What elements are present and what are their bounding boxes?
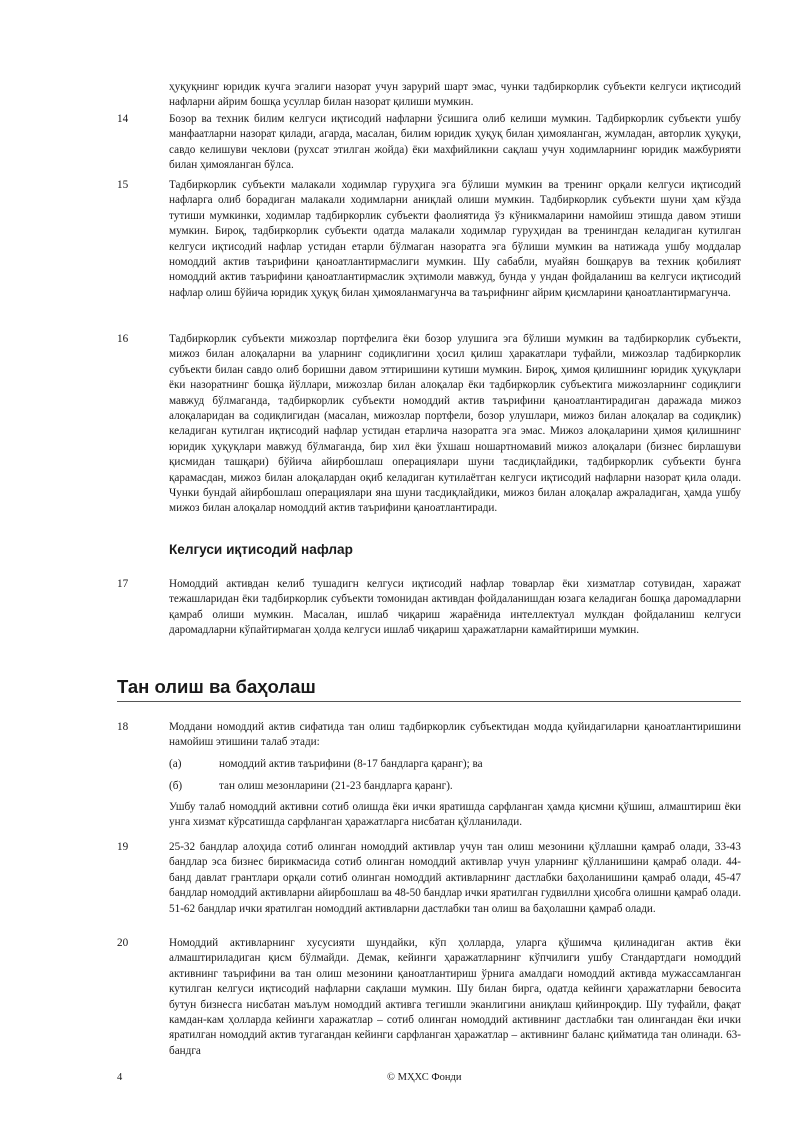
list-item-label: (б) xyxy=(169,780,183,792)
paragraph-text: Номоддий активдан келиб тушадигн келгуси иқтисодий нафлар товарлар ёки хизматлар сотувидан, харажат тежашларидан ёки тадбиркорлик субъекти томонидан активдан фойдаланишдан юзага келадиган бошқа даромадларни қамраб олиши мумкин. Масалан, ишлаб чиқариш жараёнида интеллектуал мулкдан фойдаланиш келгуси даромадларни кўпайтирмаган ҳолда келгуси ишлаб чиқариш ҳаражатларни камайтириши мумкин. xyxy=(169,578,741,637)
section-title: Тан олиш ва баҳолаш xyxy=(117,676,741,702)
paragraph-text: Тадбиркорлик субъекти малакали ходимлар гуруҳига эга бўлиши мумкин ва тренинг орқали келгуси иқтисодий нафларга олиб борадиган малакали ходимларни аниқлай олиши мумкин. Тадбиркорлик субъекти шуни ҳам кўзда тутиши мумкинки, ходимлар тадбиркорлик субъекти фаолиятида ўз кўникмаларини намойиш этишда давом этиши мумкин. Бироқ, тадбиркорлик субъекти одатда малакали ходимлар гуруҳидан ва тренингдан келадиган кутилган келгуси иқтисодий нафлар устидан етарли бўлмаган назоратга эга бўлиши мумкин ва натижада ушбу моддалар номоддий актив таърифини қаноатлантирмаслиги мумкин. Шу сабабли, муайян бошқарув ва техник қобилият номоддий актив таърифини қаноатлантирмаслик эҳтимоли мавжуд, бунда у ундан фойдаланиш ва келгуси иқтисодий нафлар олиш бўйича юридик ҳуқуқ билан ҳимояланмагунча ва таърифнинг айрим қисмларини қаноатлантирмагунча. xyxy=(169,179,741,299)
paragraph-text: 25-32 бандлар алоҳида сотиб олинган номоддий активлар учун тан олиш мезонини қўллашни қамраб олади, 33-43 бандлар эса бизнес бирикмасида сотиб олинган номоддий активлар учун уларнинг қўлланишини қамраб олади. 44-банд давлат грантлари орқали сотиб олинган номоддий активларнинг дастлабки баҳоланишини қамраб олади, 45-47 бандлар номоддий активларни айирбошлаш ва 48-50 бандлар ички яратилган гудвиллни ҳисобга олишни қамраб олади. 51-62 бандлар ички яратилган номоддий активларни дастлабки тан олиш ва баҳолашни қамраб олади. xyxy=(169,841,741,915)
list-item-label: (а) xyxy=(169,758,182,770)
paragraph-number: 19 xyxy=(117,841,129,853)
paragraph-number: 18 xyxy=(117,721,129,733)
paragraph-number: 14 xyxy=(117,113,129,125)
continuation-text: ҳуқуқнинг юридик кучга эгалиги назорат учун зарурий шарт эмас, чунки тадбиркорлик субъекти келгуси иқтисодий нафларни айрим бошқа усуллар билан назорат қилиши мумкин. xyxy=(169,81,741,109)
page-number: 4 xyxy=(117,1072,123,1083)
paragraph-number: 17 xyxy=(117,578,129,590)
paragraph-text: Тадбиркорлик субъекти мижозлар портфелига ёки бозор улушига эга бўлиши мумкин ва тадбиркорлик субъекти, мижоз билан алоқаларни ва уларнинг содиқлигини ҳосил қилиш ҳаракатлари туфайли, мижозлар тадбиркорлик субъекти билан савдо олиб боришни давом эттиришини кутиши мумкин. Бироқ, ҳимоя қилишнинг юридик ҳуқуқлари ёки назоратнинг бошқа йўллари, мижозлар билан алоқалар ёки тадбиркорлик субъектига мижозларнинг содиқлиги мавжуд бўлмаганда, тадбиркорлик субъекти номоддий актив таърифини қаноатлантирадиган даражада мижоз алоқаларидан ва содиқлигидан (масалан, мижозлар портфели, бозор улушлари, мижоз билан алоқалар ва содиқлик) келадиган кутилган иқтисодий нафлар устидан етарлича назоратга эга эмас. Мижоз алоқаларини ҳимоя қилишнинг юридик ҳуқуқлари мавжуд бўлмаганда, бир хил ёки ўхшаш ношартномавий мижоз алоқалари (бизнес бирлашуви қисмидан ташқари) бўйича айирбошлаш операциялари шуни тасдиқлайдики, тадбиркорлик субъекти бунга қарамасдан, мижоз билан алоқалардан оқиб келадиган кутилаётган келгуси иқтисодий нафларни назорат қила олади. Чунки бундай айирбошлаш операциялари яна шуни тасдиқлайдики, мижоз билан алоқалар ажраладиган, ҳамда ушбу мижоз билан алоқалар номоддий актив таърифини қаноатлантиради. xyxy=(169,333,741,515)
paragraph-text: Моддани номоддий актив сифатида тан олиш тадбиркорлик субъектидан модда қуйидагиларни қаноатлантиришини намойиш этишини талаб этади: xyxy=(169,721,741,749)
subheading: Келгуси иқтисодий нафлар xyxy=(169,542,353,557)
paragraph-text: Бозор ва техник билим келгуси иқтисодий нафларни ўсишига олиб келиши мумкин. Тадбиркорлик субъекти ушбу манфаатларни назорат қилади, агарда, масалан, билим юридик ҳуқуқ билан ҳимояланган, жумладан, авторлик ҳуқуқи, савдо келишуви чеклови (рухсат этилган жойда) ёки махфийликни сақлаш учун ходимларнинг юридик мажбурияти билан ҳимояланган бўлса. xyxy=(169,113,741,172)
paragraph-number: 15 xyxy=(117,179,129,191)
footer-copyright: © МҲХС Фонди xyxy=(387,1072,462,1083)
paragraph-text: Номоддий активларнинг хусусияти шундайки, кўп ҳолларда, уларга қўшимча қилинадиган актив ёки алмаштириладиган қисм бўлмайди. Демак, кейинги ҳаражатларнинг кўпчилиги ушбу Стандартдаги номоддий активнинг таърифини ва тан олиш мезонини қаноатлантириш ўрнига амалдаги номоддий активда мужассамланган кутилган келгуси иқтисодий нафларни сақлаши мумкин. Шу билан бирга, одатда кейинги ҳаражатларни бевосита бутун бизнесга нисбатан маълум номоддий активга тегишли эканлигини аниқлаш қийинроқдир. Шу туфайли, фақат камдан-кам ҳолларда кейинги харажатлар – сотиб олинган номоддий активнинг дастлабки тан олингандан ёки ички яратилган номоддий актив тугагандан кейинги сарфланган ҳаражатлар – активнинг баланс қийматида тан олинади. 63-бандга xyxy=(169,937,741,1057)
list-item-text: номоддий актив таърифини (8-17 бандларга қаранг); ва xyxy=(219,758,483,770)
list-item-text: тан олиш мезонларини (21-23 бандларга қаранг). xyxy=(219,780,453,792)
paragraph-number: 20 xyxy=(117,937,129,949)
paragraph-number: 16 xyxy=(117,333,129,345)
paragraph-18-after: Ушбу талаб номоддий активни сотиб олишда ёки ички яратишда сарфланган ҳамда қисмни қўшиш, алмаштириш ёки унга хизмат кўрсатишда сарфланган ҳаражатларга нисбатан қўлланилади. xyxy=(169,801,741,829)
